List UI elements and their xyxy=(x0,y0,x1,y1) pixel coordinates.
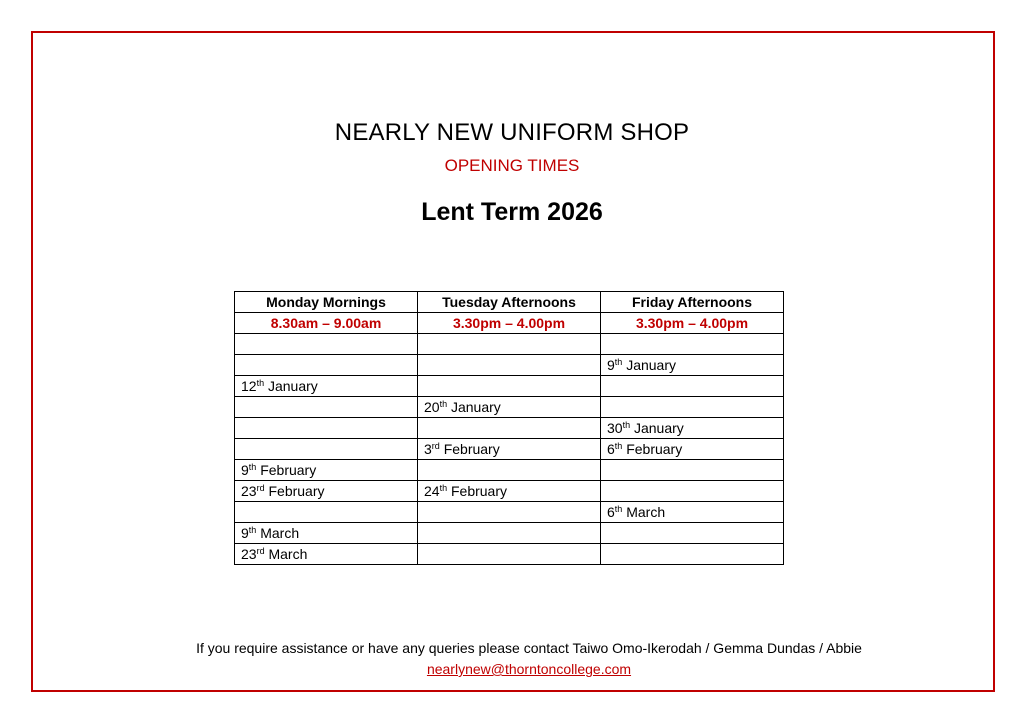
date-month: March xyxy=(268,546,308,562)
page-title: NEARLY NEW UNIFORM SHOP xyxy=(334,119,690,146)
header-friday: Friday Afternoons xyxy=(601,292,784,313)
table-cell xyxy=(601,481,784,502)
date-ordinal: th xyxy=(614,504,623,514)
table-cell xyxy=(235,397,418,418)
time-tuesday: 3.30pm – 4.00pm xyxy=(418,313,601,334)
header-monday: Monday Mornings xyxy=(235,292,418,313)
table-cell xyxy=(235,334,418,355)
table-row xyxy=(235,376,784,397)
table-row xyxy=(235,418,784,439)
opening-times-table xyxy=(234,291,784,565)
schedule-body xyxy=(235,334,784,565)
date-day: 3 xyxy=(424,441,432,457)
table-cell xyxy=(418,397,601,418)
date-day: 6 xyxy=(607,441,615,457)
date-ordinal: th xyxy=(622,420,631,430)
table-row xyxy=(235,334,784,355)
table-cell xyxy=(601,439,784,460)
table-cell xyxy=(601,523,784,544)
table-row xyxy=(235,460,784,481)
date-month: January xyxy=(450,399,501,415)
table-cell xyxy=(235,502,418,523)
date-ordinal: th xyxy=(439,483,448,493)
table-cell xyxy=(601,334,784,355)
date-ordinal: th xyxy=(439,399,448,409)
date-month: February xyxy=(443,441,500,457)
table-cell xyxy=(235,523,418,544)
table-cell xyxy=(418,523,601,544)
contact-email-link[interactable]: nearlynew@thorntoncollege.com xyxy=(426,661,632,677)
time-monday: 8.30am – 9.00am xyxy=(235,313,418,334)
table-cell xyxy=(601,502,784,523)
page-subtitle: OPENING TIMES xyxy=(444,156,580,175)
date-ordinal: rd xyxy=(431,441,440,451)
times-row xyxy=(235,313,784,334)
date-ordinal: rd xyxy=(256,546,265,556)
table-row xyxy=(235,397,784,418)
table-cell xyxy=(418,439,601,460)
table-cell xyxy=(418,418,601,439)
table-cell xyxy=(235,460,418,481)
date-month: February xyxy=(626,441,683,457)
date-day: 9 xyxy=(607,357,615,373)
table-cell xyxy=(418,544,601,565)
table-row xyxy=(235,502,784,523)
table-cell xyxy=(601,355,784,376)
date-ordinal: th xyxy=(248,462,257,472)
table-cell xyxy=(418,376,601,397)
table-cell xyxy=(235,481,418,502)
date-day: 20 xyxy=(424,399,440,415)
date-day: 12 xyxy=(241,378,257,394)
contact-email-line xyxy=(0,661,1024,677)
date-ordinal: rd xyxy=(256,483,265,493)
table-cell xyxy=(601,460,784,481)
date-day: 6 xyxy=(607,504,615,520)
time-friday: 3.30pm – 4.00pm xyxy=(601,313,784,334)
date-ordinal: th xyxy=(614,357,623,367)
date-month: February xyxy=(260,462,317,478)
date-day: 9 xyxy=(241,462,249,478)
date-month: March xyxy=(626,504,666,520)
date-ordinal: th xyxy=(614,441,623,451)
table-cell xyxy=(235,355,418,376)
date-month: March xyxy=(260,525,300,541)
date-ordinal: th xyxy=(248,525,257,535)
date-day: 24 xyxy=(424,483,440,499)
header-tuesday: Tuesday Afternoons xyxy=(418,292,601,313)
table-cell xyxy=(601,397,784,418)
table-cell xyxy=(418,502,601,523)
table-cell xyxy=(418,334,601,355)
table-row xyxy=(235,355,784,376)
date-month: February xyxy=(450,483,508,499)
date-day: 30 xyxy=(607,420,623,436)
table-row xyxy=(235,544,784,565)
table-cell xyxy=(235,544,418,565)
table-cell xyxy=(235,376,418,397)
date-month: January xyxy=(626,357,677,373)
table-cell xyxy=(601,376,784,397)
table-cell xyxy=(418,355,601,376)
term-heading: Lent Term 2026 xyxy=(421,198,603,226)
date-day: 9 xyxy=(241,525,249,541)
table-row xyxy=(235,481,784,502)
date-month: January xyxy=(267,378,318,394)
table-row xyxy=(235,523,784,544)
table-cell xyxy=(235,439,418,460)
table-row xyxy=(235,439,784,460)
date-month: February xyxy=(268,483,325,499)
header-row xyxy=(235,292,784,313)
date-ordinal: th xyxy=(256,378,265,388)
table-cell xyxy=(418,481,601,502)
table-cell xyxy=(601,418,784,439)
contact-text: If you require assistance or have any queries please contact Taiwo Omo-Ikerodah / Gemma Dundas / Abbie xyxy=(196,640,862,656)
date-day: 23 xyxy=(241,483,257,499)
date-day: 23 xyxy=(241,546,257,562)
date-month: January xyxy=(633,420,684,436)
table-cell xyxy=(418,460,601,481)
table-cell xyxy=(601,544,784,565)
table-cell xyxy=(235,418,418,439)
